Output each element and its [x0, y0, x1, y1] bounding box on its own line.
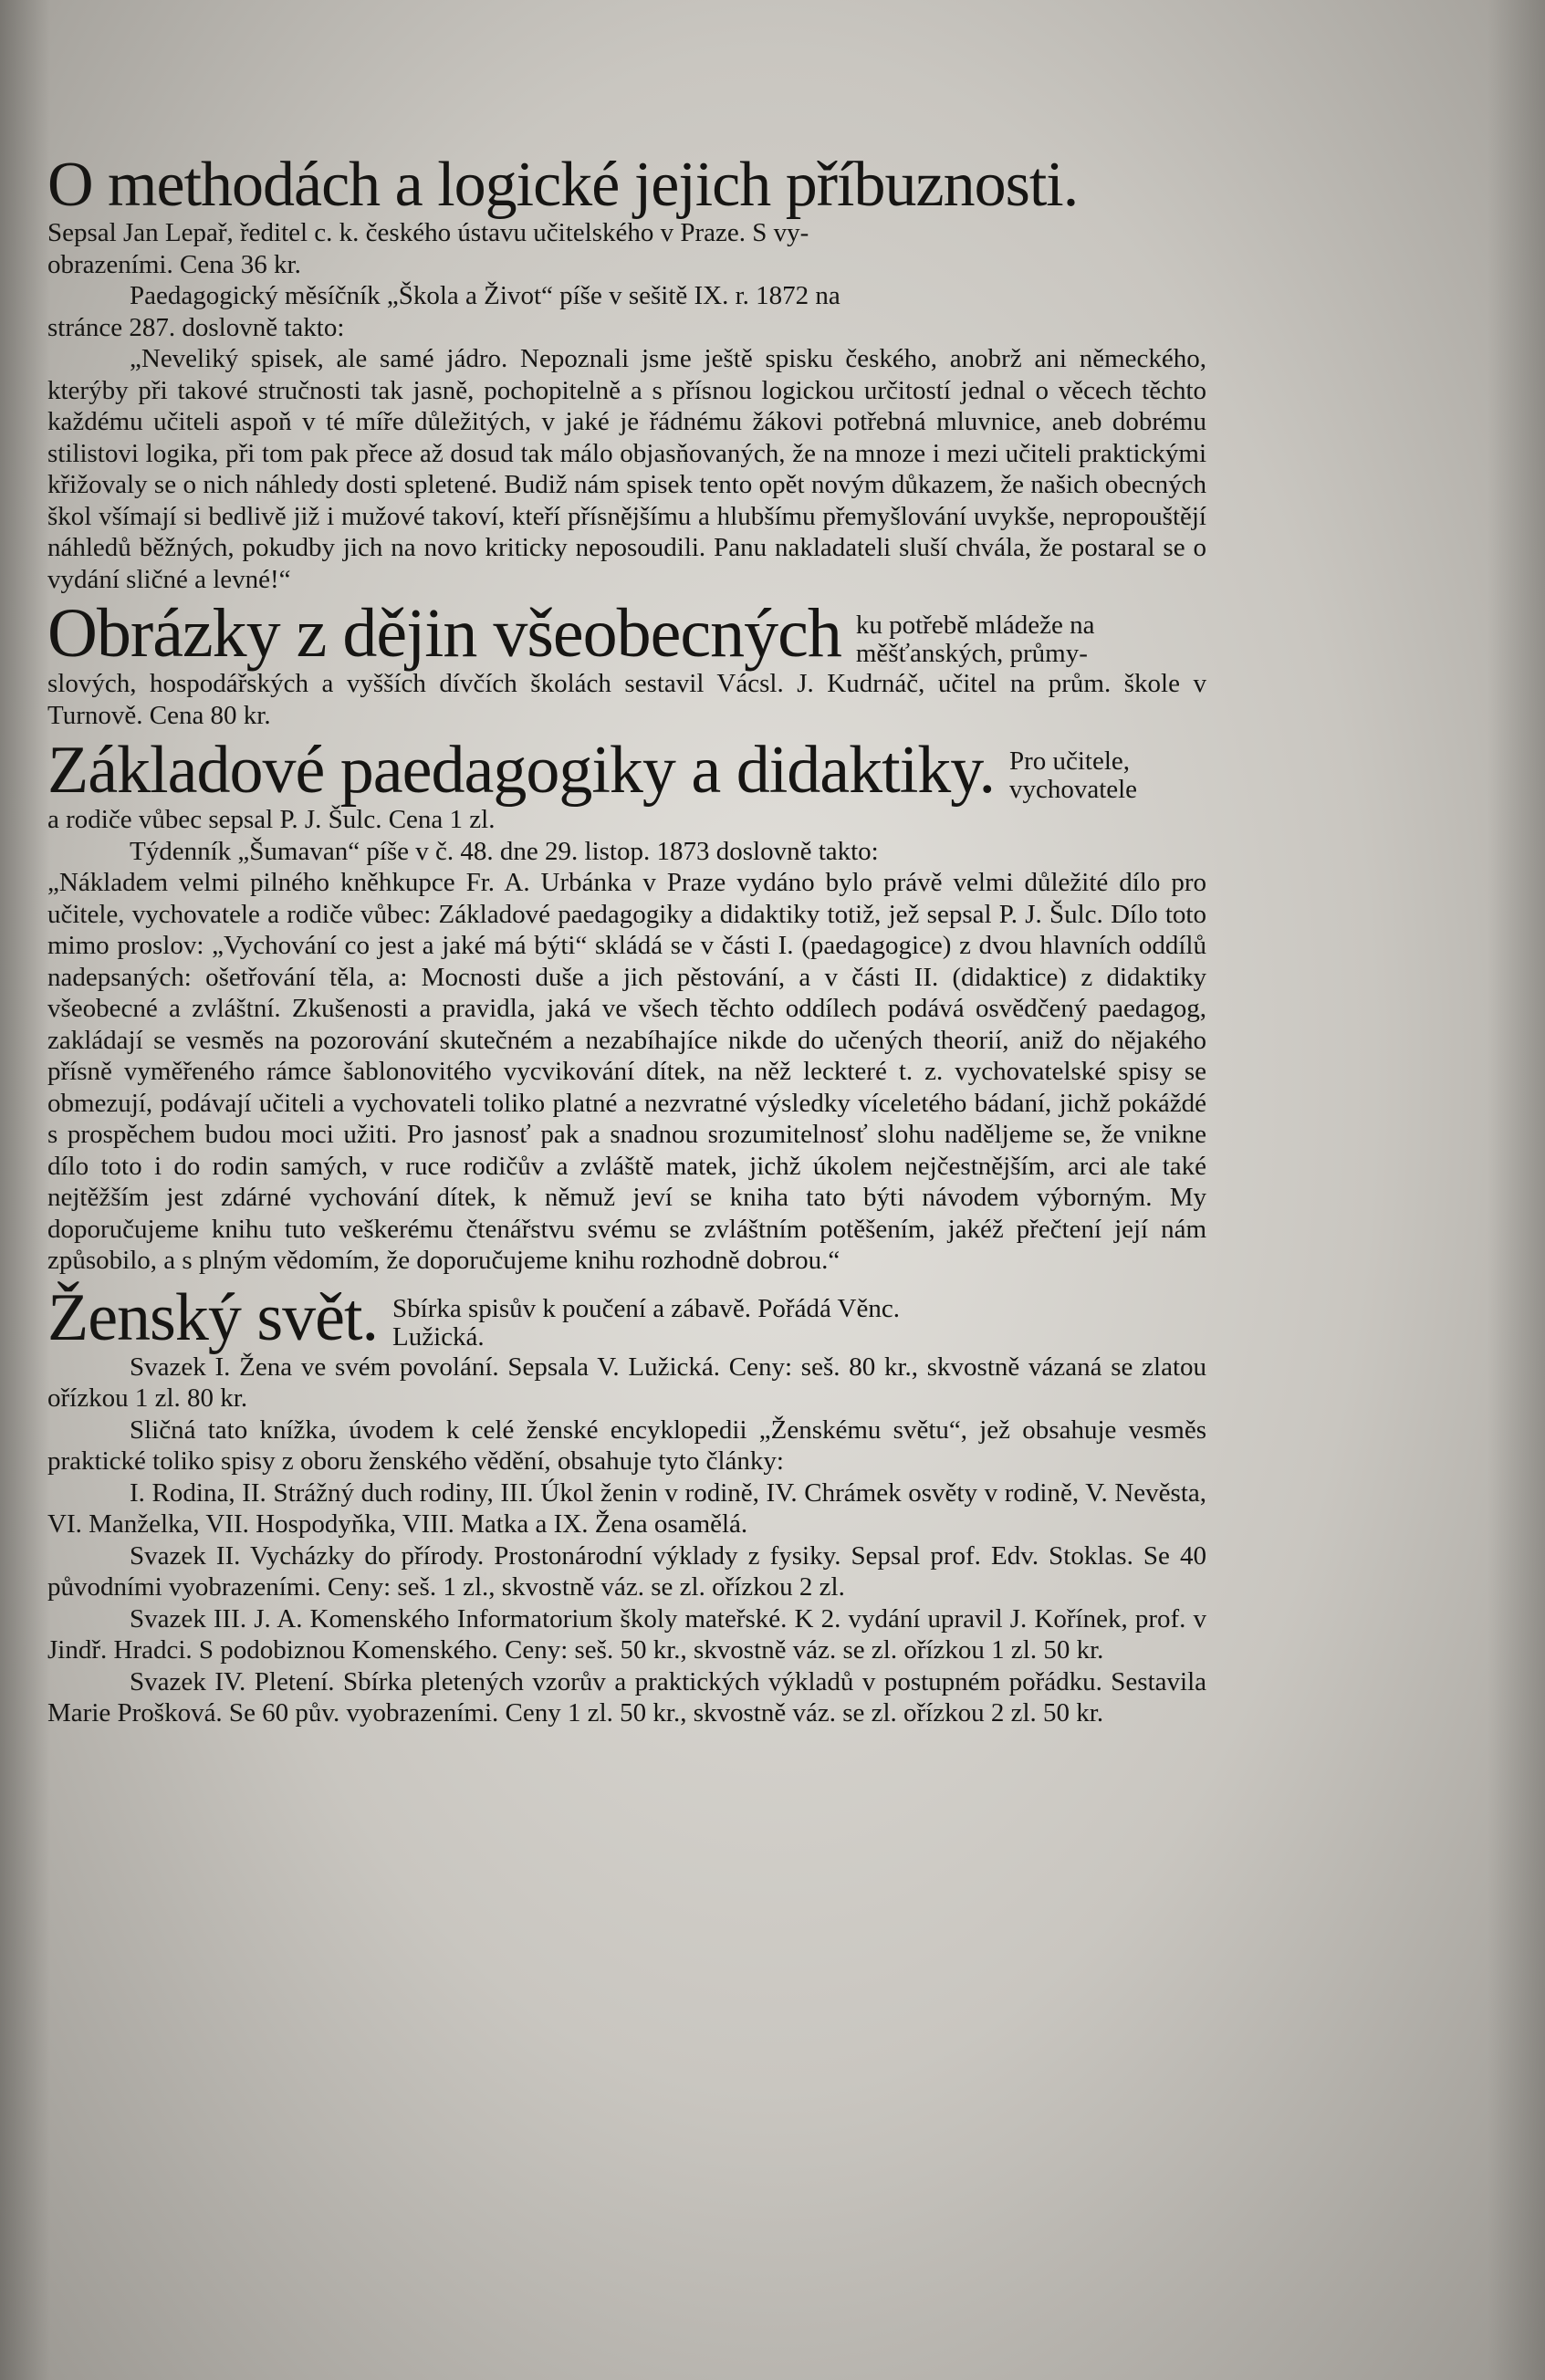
volume-description: Sličná tato knížka, úvodem k celé ženské encyklopedii „Ženskému světu“, jež obsahuje vesměs praktické toliko spisy z oboru ženského vědění, obsahuje tyto články:: [47, 1414, 1206, 1476]
volume-entry: Svazek I. Žena ve svém povolání. Sepsala V. Lužická. Ceny: seš. 80 kr., skvostně vázaná se zlatou ořízkou 1 zl. 80 kr.: [47, 1352, 1206, 1413]
book-title: Ženský svět.: [47, 1279, 379, 1355]
advertisement-column: [47, 150, 1206, 1729]
book-info-line: Sepsal Jan Lepař, ředitel c. k. českého ústavu učitelského v Praze. S vy-: [47, 218, 809, 247]
book-info-line: obrazeními. Cena 36 kr.: [47, 249, 301, 279]
book-entry-obrazky: [47, 595, 1206, 731]
heading-note: [392, 1295, 900, 1352]
volume-entry: Svazek II. Vycházky do přírody. Prostonárodní výklady z fysiky. Sepsal prof. Edv. Stoklas. Se 40 původními vyobrazeními. Ceny: seš. 1 zl., skvostně váz. se zl. ořízkou 2 zl.: [47, 1540, 1206, 1602]
heading-note-line: Pro učitele,: [1008, 746, 1131, 776]
book-info: a rodiče vůbec sepsal P. J. Šulc. Cena 1 zl.: [47, 805, 496, 834]
heading-row: [47, 595, 1206, 672]
book-entry-zensky-svet: [47, 1279, 1206, 1729]
review-quote: „Nákladem velmi pilného kněhkupce Fr. A. Urbánka v Praze vydáno bylo právě velmi důležité dílo pro učitele, vychovatele a rodiče vůbec: Základové paedagogiky a didaktiky totiž, jež sepsal P. J. Šulc. Dílo toto mimo proslov: „Vychování co jest a jaké má býti“ skládá se v části I. (paedagogice) z dvou hlavních oddílů nadepsaných: ošetřování těla, a: Mocnosti duše a jich pěstování, a v části II. (didaktice) z didaktiky všeobecné a zvláštní. Zkušenosti a pravidla, jaká ve všech těchto oddílech podává osvědčený paedagog, zakládají se vesměs na pozorování skutečném a nezabíhajíce nikde do učených theorií, aniž do nějakého přísně vyměřeného rámce šablonovitého vycvikování dítek, na něž leckteré t. z. vychovatelské spisy se obmezují, podávají učiteli a vychovateli toliko platné a nezvratné výsledky víceletého bádaní, jichž pokáždé s prospěchem budou moci užiti. Pro jasnosť pak a snadnou srozumitelnosť slohu naděljeme se, že vnikne dílo toto i do rodin samých, v ruce rodičův a zvláště matek, jichž úkolem nejčestnějším, arci ale také nejtěžším jest zdárné vychování dítek, k němuž jeví se kniha tato býti návodem výborným. My doporučujeme knihu tuto veškerému čtenářstvu svému se zvláštním potěšením, jakéž přečtení její nám způsobilo, a s plným vědomím, že doporučujeme knihu rozhodně dobrou.“: [47, 868, 1206, 1275]
volume-contents: I. Rodina, II. Strážný duch rodiny, III. Úkol ženin v rodině, IV. Chrámek osvěty v rodině, V. Nevěsta, VI. Manželka, VII. Hospodyňka, VIII. Matka a IX. Žena osamělá.: [47, 1477, 1206, 1539]
book-title: Základové paedagogiky a didaktiky.: [47, 733, 995, 808]
heading-note-line: měšťanských, průmy-: [855, 639, 1088, 668]
heading-note-line: Lužická.: [392, 1321, 485, 1352]
heading-note-line: vychovatele: [1008, 775, 1138, 804]
review-quote: „Neveliký spisek, ale samé jádro. Nepoznali jsme ještě spisku českého, anobrž ani německého, kterýby při takové stručnosti tak jasně, pochopitelně a s přísnou logickou určitostí jednal o věcech těchto každému učiteli aspoň v té míře důležitých, v jaké je řádnému žákovi potřebná mluvnice, aneb dobrému stilistovi logika, při tom pak přece až dosud tak málo objasňovaných, že na mnoze i mezi učiteli praktickými křižovaly se o nich náhledy dosti spletené. Budiž nám spisek tento opět novým důkazem, že našich obecných škol všímají si bedlivě již i mužové takoví, kteří přísnějšímu a hlubšímu přemyšlování uvykše, nepropouštějí náhledů běžných, pokudby jich na novo kriticky neposoudili. Panu nakladateli sluší chvála, že postaral se o vydání sličné a levné!“: [47, 344, 1206, 594]
heading-note: [1009, 747, 1137, 804]
book-entry-methodach: [47, 150, 1206, 595]
heading-row: [47, 733, 1206, 808]
heading-note: [856, 611, 1095, 668]
book-entry-zakladove: [47, 733, 1206, 1277]
book-title: O methodách a logické jejich příbuznosti.: [47, 150, 1079, 220]
review-lead: Týdenník „Šumavan“ píše v č. 48. dne 29. listop. 1873 doslovně takto:: [130, 836, 879, 866]
review-lead: Paedagogický měsíčník „Škola a Život“ píše v sešitě IX. r. 1872 na: [130, 281, 840, 310]
book-title: Obrázky z dějin všeobecných: [47, 595, 841, 672]
review-lead: stránce 287. doslovně takto:: [47, 312, 345, 342]
heading-note-line: ku potřebě mládeže na: [855, 611, 1095, 640]
heading-row: [47, 1279, 1206, 1355]
volume-entry: Svazek IV. Pletení. Sbírka pletených vzorův a praktických výkladů v postupném pořádku. Sestavila Marie Prošková. Se 60 pův. vyobrazeními. Ceny 1 zl. 50 kr., skvostně váz. se zl. ořízkou 2 zl. 50 kr.: [47, 1666, 1206, 1728]
heading-note-line: Sbírka spisův k poučení a zábavě. Pořádá Věnc.: [392, 1293, 900, 1323]
book-info: slových, hospodářských a vyšších dívčích školách sestavil Vácsl. J. Kudrnáč, učitel na prům. škole v Turnově. Cena 80 kr.: [47, 669, 1206, 730]
volume-entry: Svazek III. J. A. Komenského Informatorium školy mateřské. K 2. vydání upravil J. Kořínek, prof. v Jindř. Hradci. S podobiznou Komenského. Ceny: seš. 50 kr., skvostně váz. se zl. ořízkou 1 zl. 50 kr.: [47, 1603, 1206, 1665]
